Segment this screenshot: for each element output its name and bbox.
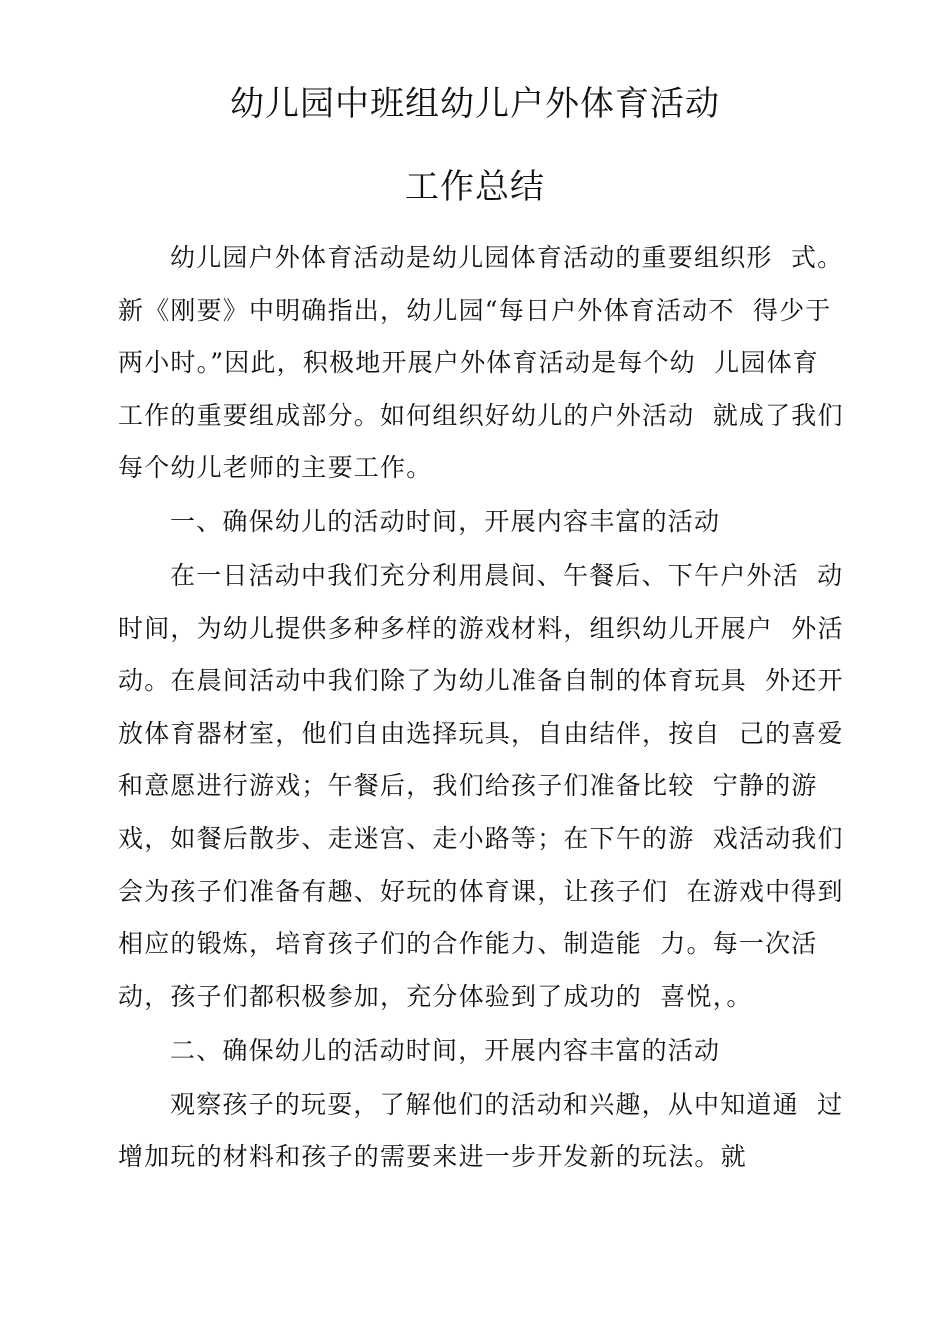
- paragraph-line: 相应的锻炼，培育孩子们的合作能力、制造能 力。每一次活: [118, 929, 818, 958]
- paragraph-line: 动，孩子们都积极参加，充分体验到了成功的 喜悦，。: [118, 982, 753, 1011]
- title-line-1: 幼儿园中班组幼儿户外体育活动: [230, 84, 720, 124]
- paragraph-line: 幼儿园户外体育活动是幼儿园体育活动的重要组织形 式。: [170, 243, 844, 272]
- paragraph-line: 增加玩的材料和孩子的需要来进一步开发新的玩法。就: [118, 1142, 747, 1171]
- paragraph-line: 新《刚要》中明确指出，幼儿园“每日户外体育活动不 得少于: [118, 296, 832, 325]
- paragraph-line: 两小时。”因此，积极地开展户外体育活动是每个幼 儿园体育: [118, 348, 819, 377]
- paragraph-line: 观察孩子的玩耍，了解他们的活动和兴趣，从中知道通 过: [170, 1090, 844, 1119]
- paragraph-line: 戏，如餐后散步、走迷宫、走小路等；在下午的游 戏活动我们: [118, 824, 844, 853]
- paragraph-line: 每个幼儿老师的主要工作。: [118, 453, 433, 482]
- paragraph-line: 动。在晨间活动中我们除了为幼儿准备自制的体育玩具 外还开: [118, 666, 844, 695]
- title-line-2: 工作总结: [405, 167, 545, 207]
- section-heading: 一、确保幼儿的活动时间，开展内容丰富的活动: [170, 507, 721, 536]
- paragraph-line: 时间，为幼儿提供多种多样的游戏材料，组织幼儿开展户 外活: [118, 614, 844, 643]
- section-heading: 二、确保幼儿的活动时间，开展内容丰富的活动: [170, 1036, 721, 1065]
- paragraph-line: 在一日活动中我们充分利用晨间、午餐后、下午户外活 动: [170, 561, 844, 590]
- paragraph-line: 会为孩子们准备有趣、好玩的体育课，让孩子们 在游戏中得到: [118, 877, 844, 906]
- paragraph-line: 工作的重要组成部分。如何组织好幼儿的户外活动 就成了我们: [118, 401, 844, 430]
- paragraph-line: 放体育器材室，他们自由选择玩具，自由结伴，按自 己的喜爱: [118, 719, 844, 748]
- paragraph-line: 和意愿进行游戏；午餐后，我们给孩子们准备比较 宁静的游: [118, 771, 818, 800]
